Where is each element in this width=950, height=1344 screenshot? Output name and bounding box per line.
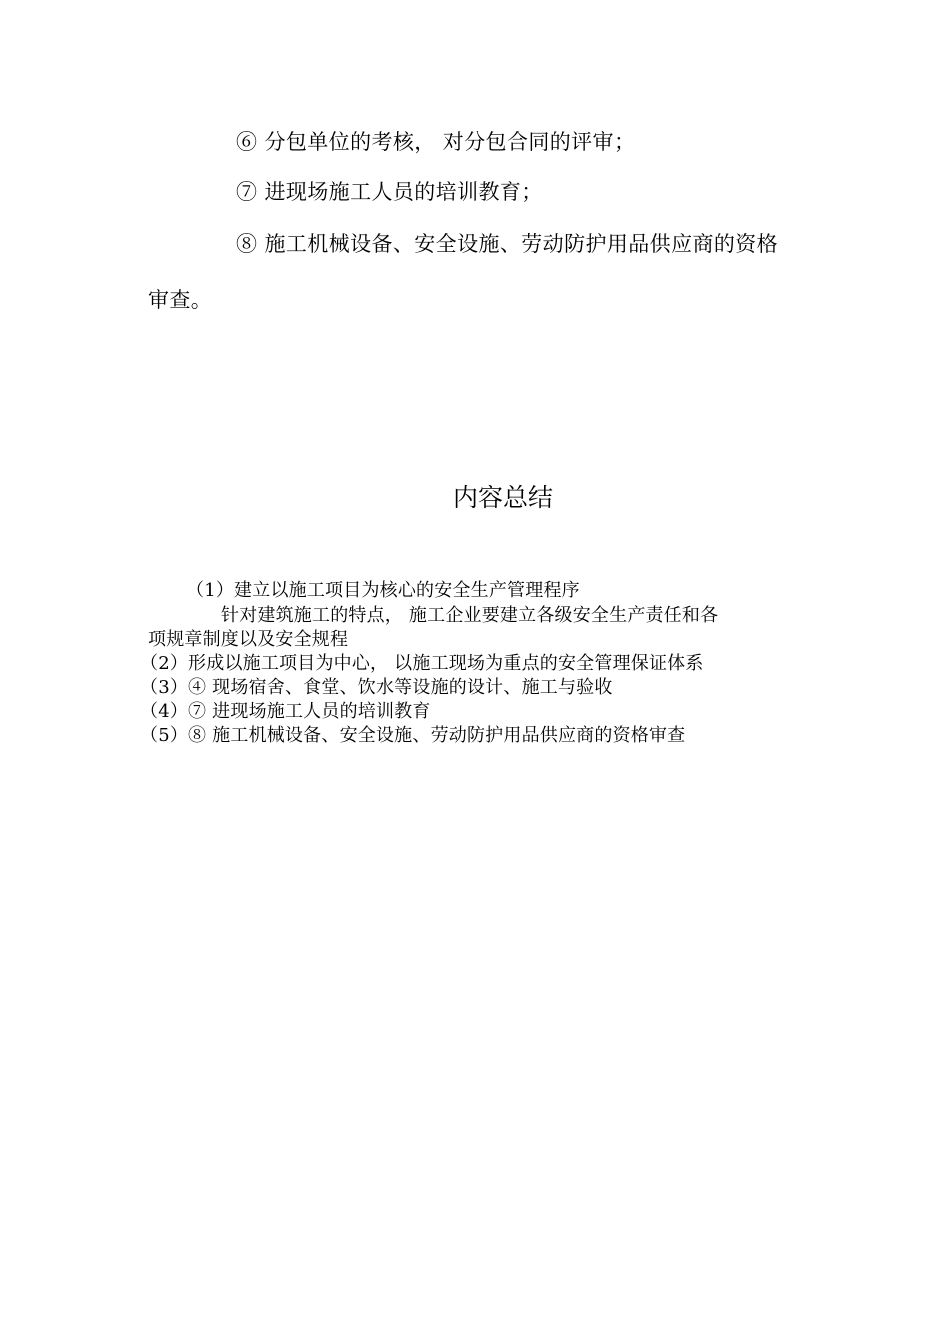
summary-item-1-detail: 针对建筑施工的特点， 施工企业要建立各级安全生产责任和各 [221, 605, 719, 626]
summary-item-2: （2）形成以施工项目为中心， 以施工现场为重点的安全管理保证体系 [140, 653, 704, 674]
paragraph-item-7: ⑦ 进现场施工人员的培训教育； [236, 180, 543, 204]
summary-item-1-detail-continued: 项规章制度以及安全规程 [148, 629, 349, 650]
summary-title: 内容总结 [452, 483, 553, 512]
summary-item-3: （3）④ 现场宿舍、食堂、饮水等设施的设计、施工与验收 [140, 677, 613, 698]
summary-item-5: （5）⑧ 施工机械设备、安全设施、劳动防护用品供应商的资格审查 [140, 725, 686, 746]
summary-item-1: （1）建立以施工项目为核心的安全生产管理程序 [186, 580, 580, 601]
paragraph-item-6: ⑥ 分包单位的考核， 对分包合同的评审； [236, 130, 636, 154]
paragraph-item-8-continued: 审查。 [148, 288, 213, 312]
paragraph-item-8: ⑧ 施工机械设备、安全设施、劳动防护用品供应商的资格 [236, 232, 779, 256]
summary-item-4: （4）⑦ 进现场施工人员的培训教育 [140, 701, 431, 722]
